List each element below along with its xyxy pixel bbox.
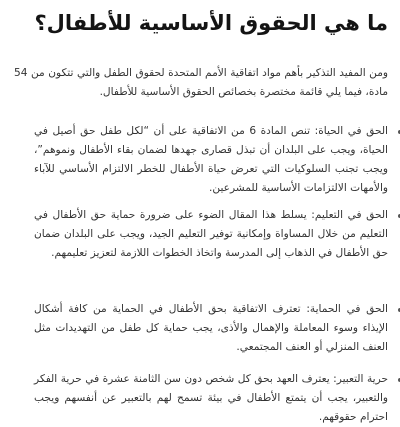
- right-to-life-item: [34, 122, 388, 198]
- right-to-education-item: [34, 206, 388, 263]
- right-to-protection-text: الحق في الحماية: تعترف الاتفاقية بحق الأطفال في الحماية من كافة أشكال الإيذاء وسوء المعاملة والإهمال والأذى، يجب حماية كل طفل من التهديدات مثل العنف المنزلي أو العنف المجتمعي.: [34, 303, 388, 353]
- right-to-protection-item: [34, 300, 388, 357]
- right-to-life-text: الحق في الحياة: تنص المادة 6 من الاتفاقية على أن “لكل طفل حق أصيل في الحياة، ويجب على البلدان أن تبذل قصارى جهدها لضمان بقاء الأطفال ونموهم”، ويجب تجنب السلوكيات التي تعرض حياة الأطفال للخطر الالتزام الأساسي للآباء والأمهات الالتزامات الأساسية للمشرعين.: [34, 125, 389, 194]
- freedom-of-expression-text: حرية التعبير: يعترف العهد بحق كل شخص دون سن الثامنة عشرة في حرية الفكر والتعبير، يجب أن يتمتع الأطفال في بيئة تسمح لهم بالتعبير عن أنفسهم ويجب احترام حقوقهم.: [34, 373, 388, 423]
- freedom-of-expression-item: [34, 370, 388, 427]
- right-to-education-text: الحق في التعليم: يسلط هذا المقال الضوء على ضرورة حماية حق الأطفال في التعليم من خلال المساواة وإمكانية توفير التعليم الجيد، ويجب على البلدان ضمان حق الأطفال في الذهاب إلى المدرسة واتخاذ الخطوات اللازمة لتعزيز تعليمهم.: [34, 209, 388, 259]
- article-intro: ومن المفيد التذكير بأهم مواد اتفاقية الأمم المتحدة لحقوق الطفل والتي تتكون من 54 مادة، فيما يلي قائمة مختصرة بخصائص الحقوق الأساسية للأطفال.: [14, 67, 388, 98]
- article-title: ما هي الحقوق الأساسية للأطفال؟: [34, 11, 388, 35]
